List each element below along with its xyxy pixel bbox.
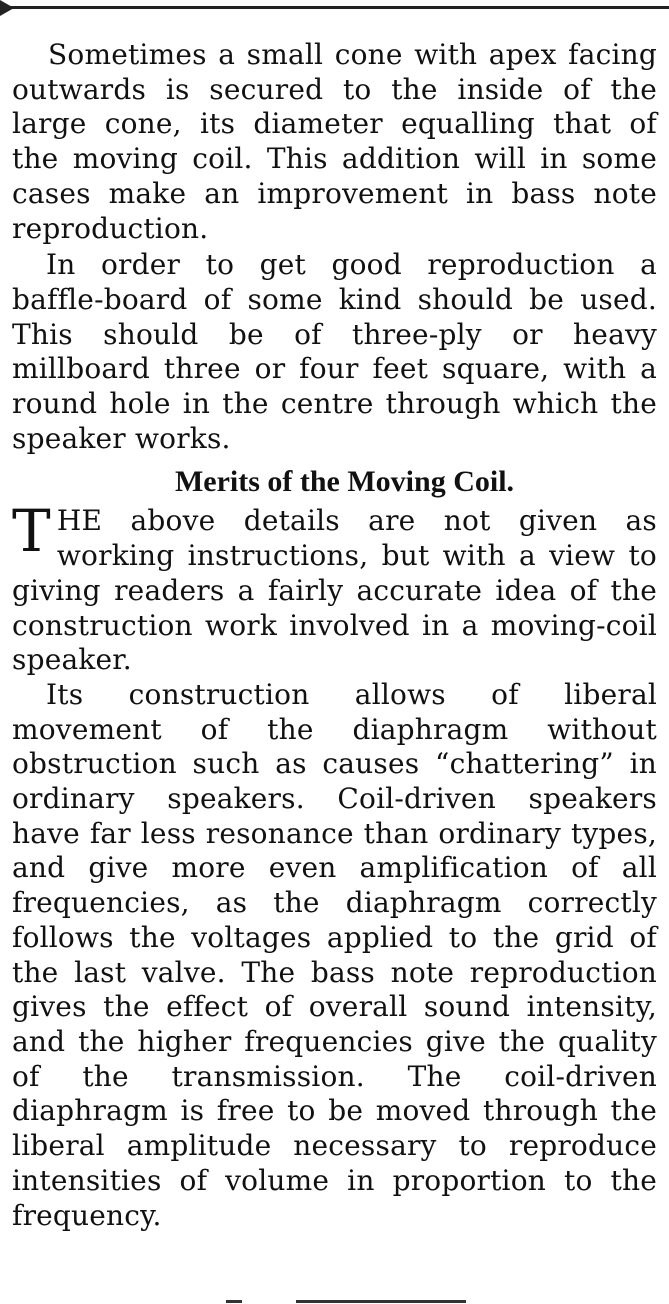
bottom-rule	[296, 1300, 466, 1303]
paragraph-construction: Its construction allows of liberal movement of the diaphragm without obstruction such as causes “chattering” in ordinary speakers. Coil-driven speakers have far less resonance than ordinary types, and give more even amplification of all frequencies, as the diaphragm correctly follows the voltages applied to the grid of the last valve. The bass note reproduction gives the effect of overall sound intensity, and the higher frequencies give the quality of the transmission. The coil-driven diaphragm is free to be moved through the liberal amplitude necessary to reproduce intensities of volume in proportion to the frequency.	[12, 677, 657, 1232]
paragraph-above-details-text: HE above details are not given as working instructions, but with a view to giving readers a fairly accurate idea of the construction work involved in a moving-coil speaker.	[12, 504, 657, 677]
top-rule	[0, 6, 669, 9]
section-heading: Merits of the Moving Coil.	[174, 465, 515, 499]
paragraph-small-cone: Sometimes a small cone with apex facing outwards is secured to the inside of the large cone, its diameter equalling that of the moving coil. This addition will in some cases make an improvement in bass note reproduction.	[12, 38, 657, 245]
article-column	[12, 38, 657, 1233]
paragraph-above-details	[12, 497, 657, 678]
drop-cap: T	[12, 497, 51, 566]
bottom-dash	[226, 1300, 242, 1303]
paragraph-baffle-board: In order to get good reproduction a baffle-board of some kind should be used. This should be of three-ply or heavy millboard three or four feet square, with a round hole in the centre through which the speaker works.	[12, 248, 657, 455]
